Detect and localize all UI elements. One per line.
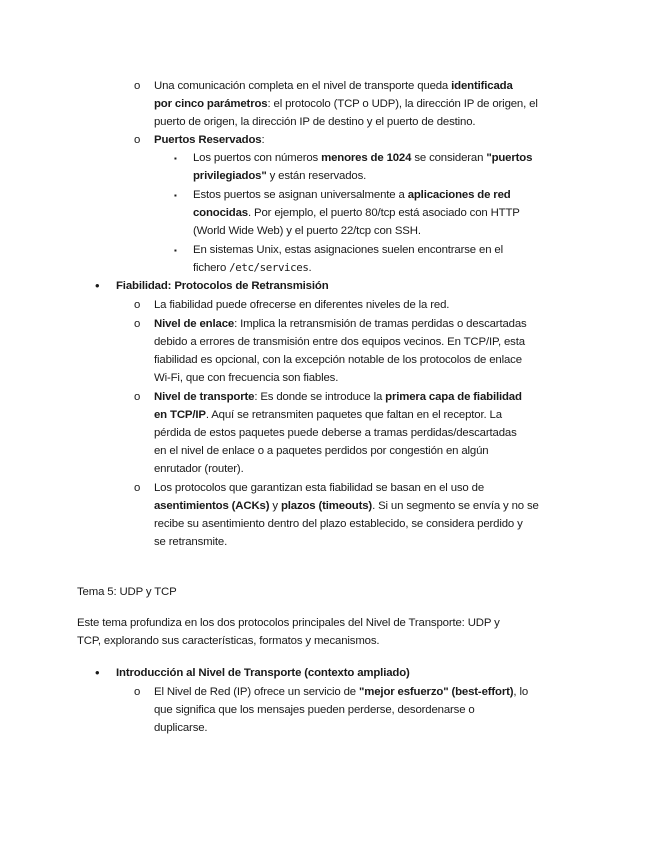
- paragraph-line: La fiabilidad puede ofrecerse en diferentes niveles de la red.: [154, 299, 450, 311]
- paragraph-line: Wi-Fi, que con frecuencia son fiables.: [154, 372, 339, 384]
- circle-bullet: o: [134, 80, 141, 92]
- reliability-heading: Fiabilidad: Protocolos de Retransmisión: [116, 280, 329, 292]
- section-title: Tema 5: UDP y TCP: [77, 586, 177, 598]
- circle-bullet: o: [134, 391, 141, 403]
- paragraph-line: Este tema profundiza en los dos protocolos principales del Nivel de Transporte: UDP y: [77, 617, 500, 629]
- paragraph-line: en TCP/IP. Aquí se retransmiten paquetes que faltan en el receptor. La: [154, 409, 502, 421]
- paragraph-line: por cinco parámetros: el protocolo (TCP o UDP), la dirección IP de origen, el: [154, 98, 538, 110]
- circle-bullet: o: [134, 482, 141, 494]
- paragraph-line: puerto de origen, la dirección IP de destino y el puerto de destino.: [154, 116, 476, 128]
- paragraph-line: se retransmite.: [154, 536, 228, 548]
- paragraph-line: Los protocolos que garantizan esta fiabilidad se basan en el uso de: [154, 482, 485, 494]
- paragraph-line: duplicarse.: [154, 722, 208, 734]
- paragraph-line: debido a errores de transmisión entre dos equipos vecinos. En TCP/IP, esta: [154, 336, 525, 348]
- paragraph-line: privilegiados" y están reservados.: [193, 170, 367, 182]
- paragraph-line: Una comunicación completa en el nivel de transporte queda identificada: [154, 80, 513, 92]
- paragraph-line: Estos puertos se asignan universalmente a aplicaciones de red: [193, 189, 511, 201]
- paragraph-line: (World Wide Web) y el puerto 22/tcp con SSH.: [193, 225, 421, 237]
- circle-bullet: o: [134, 299, 141, 311]
- paragraph-line: asentimientos (ACKs) y plazos (timeouts). Si un segmento se envía y no se: [154, 500, 539, 512]
- dot-bullet: •: [95, 665, 100, 680]
- paragraph-line: recibe su asentimiento dentro del plazo establecido, se considera perdido y: [154, 518, 523, 530]
- paragraph-line: pérdida de estos paquetes puede deberse a tramas perdidas/descartadas: [154, 427, 517, 439]
- intro-heading: Introducción al Nivel de Transporte (contexto ampliado): [116, 667, 410, 679]
- paragraph-line: El Nivel de Red (IP) ofrece un servicio de "mejor esfuerzo" (best-effort), lo: [154, 686, 529, 698]
- paragraph-line: Nivel de transporte: Es donde se introduce la primera capa de fiabilidad: [154, 391, 522, 403]
- circle-bullet: o: [134, 134, 141, 146]
- paragraph-line: En sistemas Unix, estas asignaciones suelen encontrarse en el: [193, 244, 503, 256]
- circle-bullet: o: [134, 318, 141, 330]
- circle-bullet: o: [134, 686, 141, 698]
- paragraph-line: conocidas. Por ejemplo, el puerto 80/tcp está asociado con HTTP: [193, 207, 520, 219]
- paragraph-line: enrutador (router).: [154, 463, 244, 475]
- square-bullet: ▪: [174, 154, 177, 163]
- paragraph-line: en el nivel de enlace o a paquetes perdidos por congestión en algún: [154, 445, 489, 457]
- square-bullet: ▪: [174, 246, 177, 255]
- reserved-ports-heading: Puertos Reservados:: [154, 134, 265, 146]
- paragraph-line: que significa que los mensajes pueden perderse, desordenarse o: [154, 704, 475, 716]
- paragraph-line: Los puertos con números menores de 1024 se consideran "puertos: [193, 152, 533, 164]
- code-path: /etc/services: [229, 261, 309, 274]
- paragraph-line: fiabilidad es opcional, con la excepción notable de los protocolos de enlace: [154, 354, 522, 366]
- paragraph-line: fichero /etc/services.: [193, 261, 312, 274]
- square-bullet: ▪: [174, 191, 177, 200]
- paragraph-line: Nivel de enlace: Implica la retransmisión de tramas perdidas o descartadas: [154, 318, 527, 330]
- paragraph-line: TCP, explorando sus características, formatos y mecanismos.: [77, 635, 380, 647]
- dot-bullet: •: [95, 278, 100, 293]
